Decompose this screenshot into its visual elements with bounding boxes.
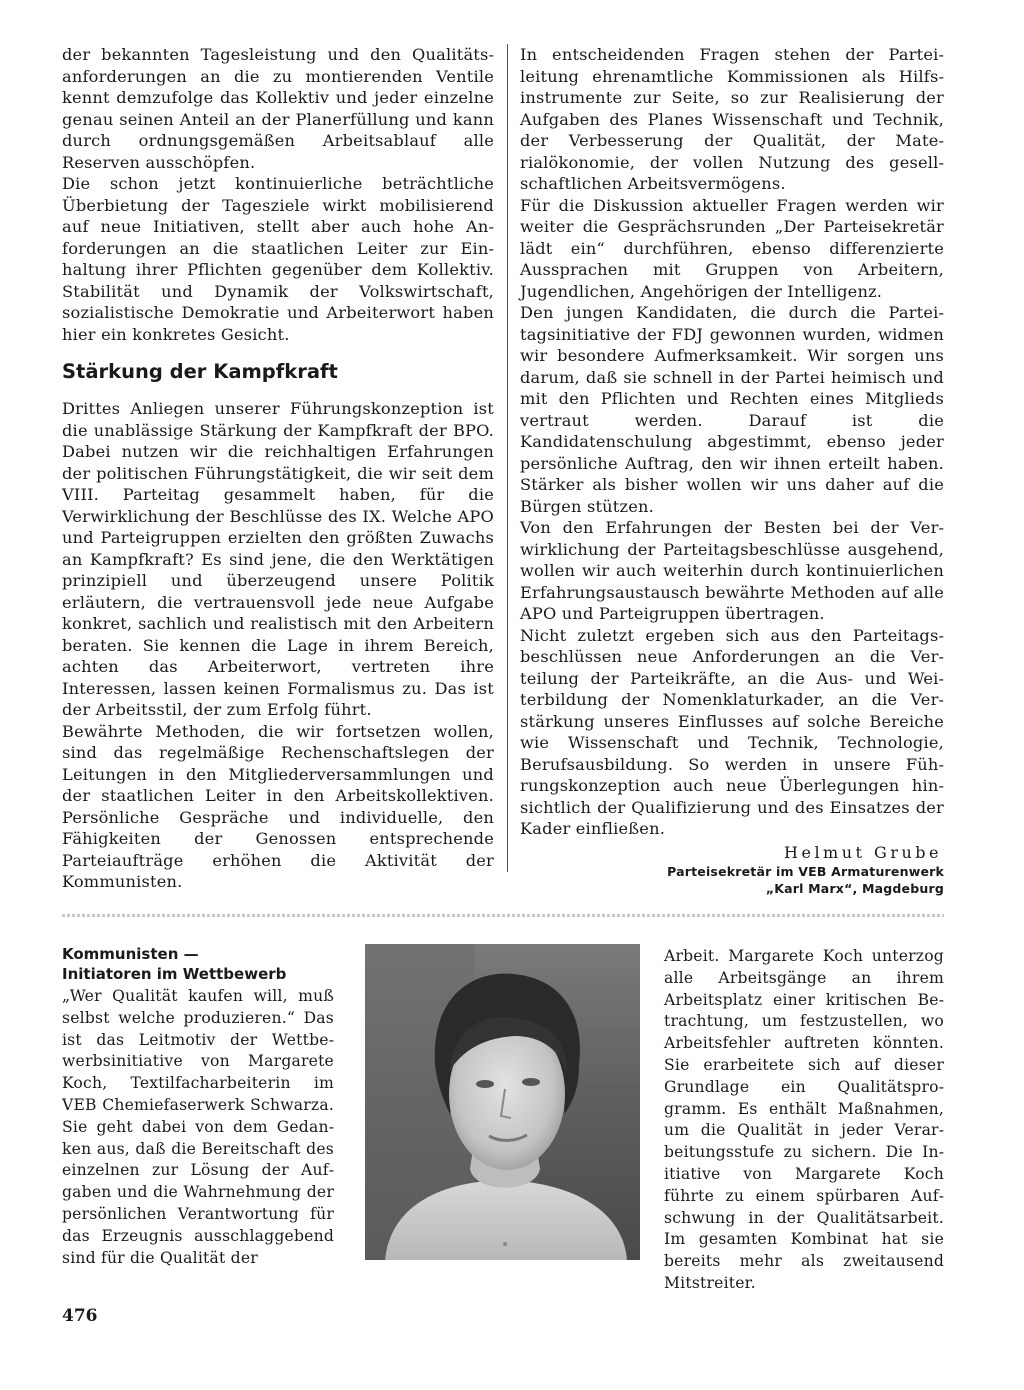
box-title xyxy=(62,944,342,984)
box-title-line: Kommunisten — xyxy=(62,945,199,963)
left-column xyxy=(62,44,494,893)
section-divider xyxy=(62,914,944,917)
paragraph: Den jungen Kandidaten, die durch die Parteitagsinitiative der FDJ gewonnen wurden, widmen wir besondere Aufmerksamkeit. Wir sorgen uns darum, daß sie schnell in der Partei heimisch und mit den Pflichten und Rechten eines Mitglieds vertraut werden. Darauf ist die Kandidatenschulung abgestimmt, ebenso jeder persönliche Auftrag, den wir ihnen erteilt haben. Stärker als bisher wollen wir uns daher auf die Bürgen stützen. xyxy=(520,303,944,516)
paragraph: „Wer Qualität kaufen will, muß selbst welche produzieren.“ Das ist das Leitmotiv der Wettbewerbsinitiative von Margarete Koch, Textilfacharbeiterin im VEB Chemiefaserwerk Schwarza. Sie geht dabei von dem Gedanken aus, daß die Bereitschaft des einzelnen zur Lösung der Aufgaben und die Wahrnehmung der persönlichen Verantwortung für das Erzeugnis ausschlaggebend sind für die Qualität der xyxy=(62,987,334,1267)
section-heading: Stärkung der Kampfkraft xyxy=(62,360,338,383)
box-right-text xyxy=(664,946,944,1295)
paragraph: Von den Erfahrungen der Besten bei der Verwirklichung der Parteitagsbeschlüsse ausgehend, wollen wir auch weiterhin durch kontinuierlichen Erfahrungsaustausch bewährte Methoden auf alle APO und Parteigruppen übertragen. xyxy=(520,518,944,623)
author-place: „Karl Marx“, Magdeburg xyxy=(765,880,944,896)
paragraph: In entscheidenden Fragen stehen der Parteileitung ehrenamtliche Kommissionen als Hilfsinstrumente zur Seite, so zur Realisierung der Aufgaben des Planes Wissenschaft und Technik, der Verbesserung der Qualität, der Materialökonomie, der vollen Nutzung des gesellschaftlichen Arbeitsvermögens. xyxy=(520,45,944,193)
author-name: Helmut Grube xyxy=(784,842,942,862)
paragraph: Die schon jetzt kontinuierliche beträchtliche Überbietung der Tagesziele wirkt mobilisierend auf neue Initiativen, stellt aber auch hohe Anforderungen an die staatlichen Leiter zur Einhaltung ihrer Pflichten gegenüber dem Kollektiv. Stabilität und Dynamik der Volkswirtschaft, sozialistische Demokratie und Arbeiterwort haben hier ein konkretes Gesicht. xyxy=(62,174,494,344)
paragraph: Für die Diskussion aktueller Fragen werden wir weiter die Gesprächsrunden „Der Parteisekretär lädt ein“ durchführen, ebenso differenzierte Aussprachen mit Gruppen von Arbeitern, Jugendlichen, Angehörigen der Intelligenz. xyxy=(520,195,944,301)
paragraph: Drittes Anliegen unserer Führungskonzeption ist die unablässige Stärkung der Kampfkraft der BPO. Dabei nutzen wir die reichhaltigen Erfahrungen der politischen Führungstätigkeit, die wir seit dem VIII. Parteitag gesammelt haben, für die Verwirklichung der Beschlüsse des IX. Welche APO und Parteigruppen erzielten den größten Zuwachs an Kampfkraft? Es sind jene, die den Werktätigen prinzipiell und überzeugend unsere Politik erläutern, die vertrauensvoll jede neue Aufgabe konkret, sachlich und realistisch mit den Arbeitern beraten. Sie kennen die Lage in ihrem Bereich, achten das Arbeiterwort, vertreten ihre Interessen, lassen keinen Formalismus zu. Das ist der Arbeitsstil, der zum Erfolg führt. xyxy=(62,399,494,719)
column-divider xyxy=(507,44,508,872)
paragraph: Bewährte Methoden, die wir fortsetzen wollen, sind das regelmäßige Rechenschaftslegen der Leitungen in den Mitgliederversammlungen und der staatlichen Leiter in den Arbeitskollektiven. Persönliche Gespräche und individuelle, den Fähigkeiten der Genossen entsprechende Parteiaufträge erhöhen die Aktivität der Kommunisten. xyxy=(62,721,494,891)
right-column xyxy=(520,44,944,897)
page-number: 476 xyxy=(62,1306,98,1326)
author-role: Parteisekretär im VEB Armaturenwerk xyxy=(667,863,944,879)
paragraph: Arbeit. Margarete Koch unterzog alle Arbeitsgänge an ihrem Arbeitsplatz einer kritischen Betrachtung, um festzustellen, wo Arbeitsfehler auftreten könnten. Sie erarbeitete sich auf dieser Grundlage ein Qualitätsprogramm. Es enthält Maßnahmen, um die Qualität in jeder Verarbeitungsstufe zu sichern. Die Initiative von Margarete Koch führte zu einem spürbaren Aufschwung in der Qualitätsarbeit. Im gesamten Kombinat hat sie bereits mehr als zweitausend Mitstreiter. xyxy=(664,947,944,1292)
box-left-text xyxy=(62,986,334,1269)
portrait-image xyxy=(365,944,640,1260)
paragraph: Nicht zuletzt ergeben sich aus den Parteitagsbeschlüssen neue Anforderungen an die Verteilung der Parteikräfte, an die Aus- und Weiterbildung der Nomenklaturkader, an die Verstärkung unseres Einflusses auf solche Bereiche wie Wissenschaft und Technik, Technologie, Berufsausbildung. So werden in unsere Führungskonzeption auch neue Überlegungen hinsichtlich der Qualifizierung und des Einsatzes der Kader einfließen. xyxy=(520,625,944,838)
box-title-line: Initiatoren im Wettbewerb xyxy=(62,965,287,983)
portrait-photo xyxy=(365,944,640,1260)
paragraph: der bekannten Tagesleistung und den Qualitätsanforderungen an die zu montierenden Ventile kennt demzufolge das Kollektiv und jeder einzelne genau seinen Anteil an der Planerfüllung und kann durch ordnungsgemäßen Arbeitsablauf alle Reserven ausschöpfen. xyxy=(62,45,494,172)
